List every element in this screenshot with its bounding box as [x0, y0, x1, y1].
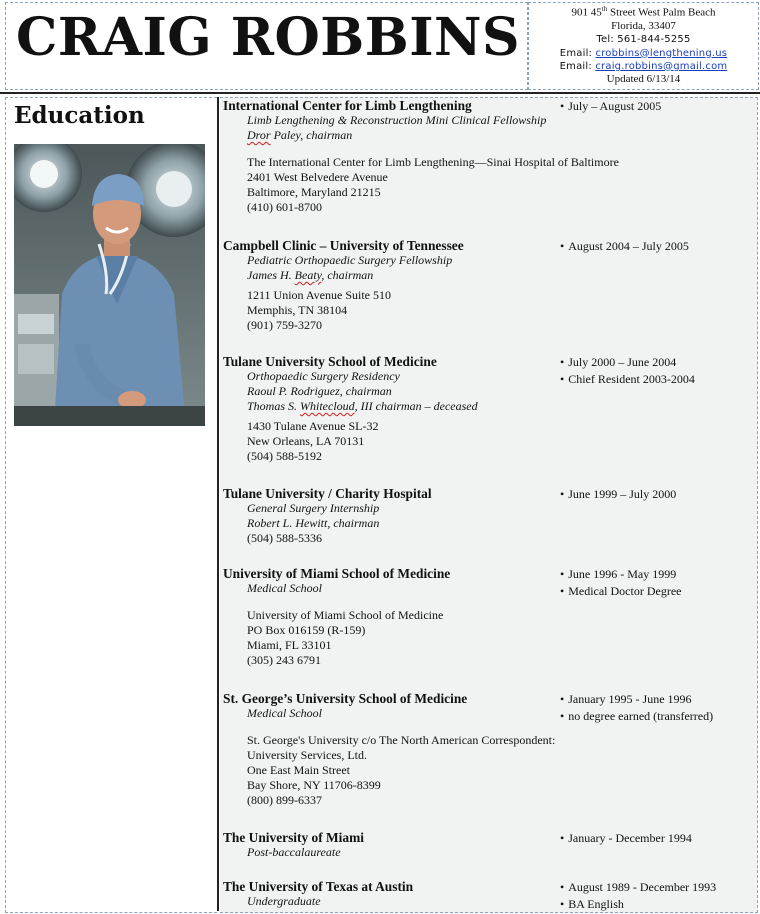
chairman: Raoul P. Rodriguez, chairman	[247, 384, 392, 398]
chairman: Thomas S. Whitecloud, III chairman – deceased	[247, 399, 478, 413]
date-note: • Chief Resident 2003-2004	[560, 371, 695, 388]
institution-name: Tulane University School of Medicine	[223, 354, 437, 369]
portrait-photo	[14, 144, 205, 426]
education-entry	[223, 354, 757, 464]
address-line: Memphis, TN 38104	[247, 303, 348, 317]
phone: (410) 601-8700	[247, 200, 322, 214]
address-line: 1211 Union Avenue Suite 510	[247, 288, 391, 302]
entry-dates	[560, 486, 676, 503]
education-entry	[223, 238, 757, 333]
education-entry	[223, 830, 757, 860]
program: Post-baccalaureate	[247, 845, 341, 859]
program: General Surgery Internship	[247, 501, 380, 515]
institution-name: Campbell Clinic – University of Tennessee	[223, 238, 464, 253]
education-entry	[223, 486, 757, 546]
institution-name: University of Miami School of Medicine	[223, 566, 451, 581]
email-1-label: Email:	[559, 47, 593, 59]
institution-name: International Center for Limb Lengthening	[223, 98, 472, 113]
date-range: • July 2000 – June 2004	[560, 354, 695, 371]
education-entry	[223, 566, 757, 668]
program: Medical School	[247, 706, 322, 720]
date-range: • June 1999 – July 2000	[560, 486, 676, 503]
address-line: Baltimore, Maryland 21215	[247, 185, 381, 199]
header-rule	[0, 92, 760, 94]
address-line-1: 901 45th Street West Palm Beach	[571, 5, 716, 19]
date-note: • BA English	[560, 896, 716, 913]
address-line: The International Center for Limb Lengthening—Sinai Hospital of Baltimore	[247, 155, 619, 169]
email-2-label: Email:	[559, 60, 592, 72]
program: Orthopaedic Surgery Residency	[247, 369, 400, 383]
entry-dates	[560, 238, 689, 255]
institution-name: The University of Miami	[223, 830, 364, 845]
entry-dates	[560, 691, 713, 724]
program: Limb Lengthening & Reconstruction Mini Clinical Fellowship	[247, 113, 547, 127]
email-2-line	[529, 60, 758, 73]
date-range: • January 1995 - June 1996	[560, 691, 713, 708]
updated-date: Updated 6/13/14	[606, 73, 681, 86]
address-line: St. George's University c/o The North American Correspondent:	[247, 733, 556, 747]
education-entry	[223, 691, 757, 808]
address-line: University of Miami School of Medicine	[247, 608, 444, 622]
institution-name: St. George’s University School of Medicine	[223, 691, 468, 706]
institution-name: The University of Texas at Austin	[223, 879, 414, 894]
address-line: One East Main Street	[247, 763, 350, 777]
entry-dates	[560, 879, 716, 912]
address-line: 1430 Tulane Avenue SL-32	[247, 419, 379, 433]
address-line: Miami, FL 33101	[247, 638, 332, 652]
telephone: Tel: 561-844-5255	[596, 34, 691, 46]
address-line: PO Box 016159 (R-159)	[247, 623, 366, 637]
phone: (305) 243 6791	[247, 653, 321, 667]
date-range: • January - December 1994	[560, 830, 692, 847]
resume-header	[5, 2, 759, 89]
phone: (901) 759-3270	[247, 318, 322, 332]
email-1-link[interactable]: crobbins@lengthening.us	[595, 47, 728, 59]
date-range: • July – August 2005	[560, 98, 661, 115]
entry-dates	[560, 830, 692, 847]
entry-dates	[560, 354, 695, 387]
program: Pediatric Orthopaedic Surgery Fellowship	[247, 253, 453, 267]
institution-name: Tulane University / Charity Hospital	[223, 486, 432, 501]
portrait-illustration	[14, 144, 205, 426]
date-note: • no degree earned (transferred)	[560, 708, 713, 725]
email-2-link[interactable]: craig.robbins@gmail.com	[595, 60, 728, 72]
phone: (504) 588-5192	[247, 449, 322, 463]
chairman: James H. Beaty, chairman	[247, 268, 374, 282]
education-entry	[223, 98, 757, 215]
section-title: Education	[14, 102, 145, 129]
date-range: • August 2004 – July 2005	[560, 238, 689, 255]
date-range: • August 1989 - December 1993	[560, 879, 716, 896]
column-divider	[217, 97, 219, 911]
phone: (800) 899-6337	[247, 793, 322, 807]
address-line: University Services, Ltd.	[247, 748, 367, 762]
address-line: 2401 West Belvedere Avenue	[247, 170, 388, 184]
name-box	[5, 2, 528, 90]
address-line: New Orleans, LA 70131	[247, 434, 365, 448]
phone: (504) 588-5336	[247, 531, 322, 545]
education-entry	[223, 879, 757, 909]
contact-info	[528, 2, 759, 90]
education-entries	[220, 97, 758, 913]
address-line: Bay Shore, NY 11706-8399	[247, 778, 381, 792]
date-range: • June 1996 - May 1999	[560, 566, 681, 583]
program: Medical School	[247, 581, 322, 595]
email-1-line	[529, 47, 758, 60]
chairman: Dror Paley, chairman	[247, 128, 353, 142]
address-line-2: Florida, 33407	[611, 19, 676, 32]
entry-dates	[560, 566, 681, 599]
date-note: • Medical Doctor Degree	[560, 583, 681, 600]
entry-dates	[560, 98, 661, 115]
chairman: Robert L. Hewitt, chairman	[247, 516, 380, 530]
left-column	[5, 97, 217, 913]
candidate-name: CRAIG ROBBINS	[16, 7, 521, 68]
program: Undergraduate	[247, 894, 321, 908]
